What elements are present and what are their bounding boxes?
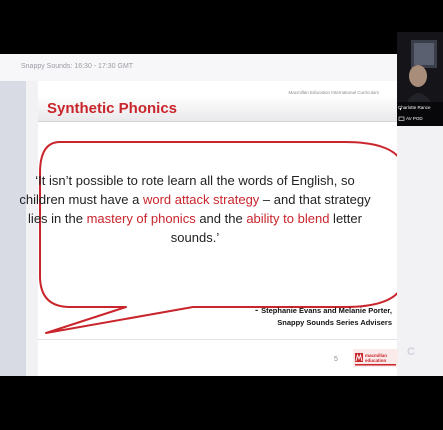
participant-video <box>397 32 443 126</box>
quote-part-1: ‘It isn’t possible to rote learn all the words of English, so children must have a <box>19 173 355 207</box>
page-number: 5 <box>334 356 338 363</box>
watermark-logo: C <box>407 346 415 358</box>
attribution-dash: - <box>255 305 259 315</box>
logo-line2: education <box>365 358 387 363</box>
quote-part-4: letter sounds.’ <box>170 211 362 245</box>
attribution-line-2: Snappy Sounds Series Advisers <box>277 318 392 327</box>
slide-title: Synthetic Phonics <box>47 100 178 117</box>
footer-divider <box>38 339 397 340</box>
quote-part-2: – and that strategy lies in the <box>28 192 371 226</box>
quote-highlight-3: ability to blend <box>246 211 330 226</box>
video-tile[interactable] <box>397 32 443 126</box>
session-label: Snappy Sounds: 16:30 - 17:30 GMT <box>21 63 134 70</box>
quote-attribution <box>230 304 392 329</box>
quote-text <box>14 171 376 247</box>
macmillan-logo <box>353 349 398 367</box>
logo-line1: macmillan <box>365 353 388 358</box>
title-band <box>38 95 397 122</box>
presentation-viewer <box>0 54 443 376</box>
quote-highlight-2: mastery of phonics <box>86 211 196 226</box>
session-header <box>0 54 443 81</box>
participant-tag: AV POD <box>406 116 423 121</box>
attribution-line-1: Stephanie Evans and Melanie Porter, <box>261 306 392 315</box>
quote-highlight-1: word attack strategy <box>142 192 260 207</box>
quote-part-3: and the <box>195 211 247 226</box>
slide-credit: Macmillan Education International Curriculum <box>288 90 379 95</box>
participant-name: Charlotte Rance <box>398 105 431 110</box>
